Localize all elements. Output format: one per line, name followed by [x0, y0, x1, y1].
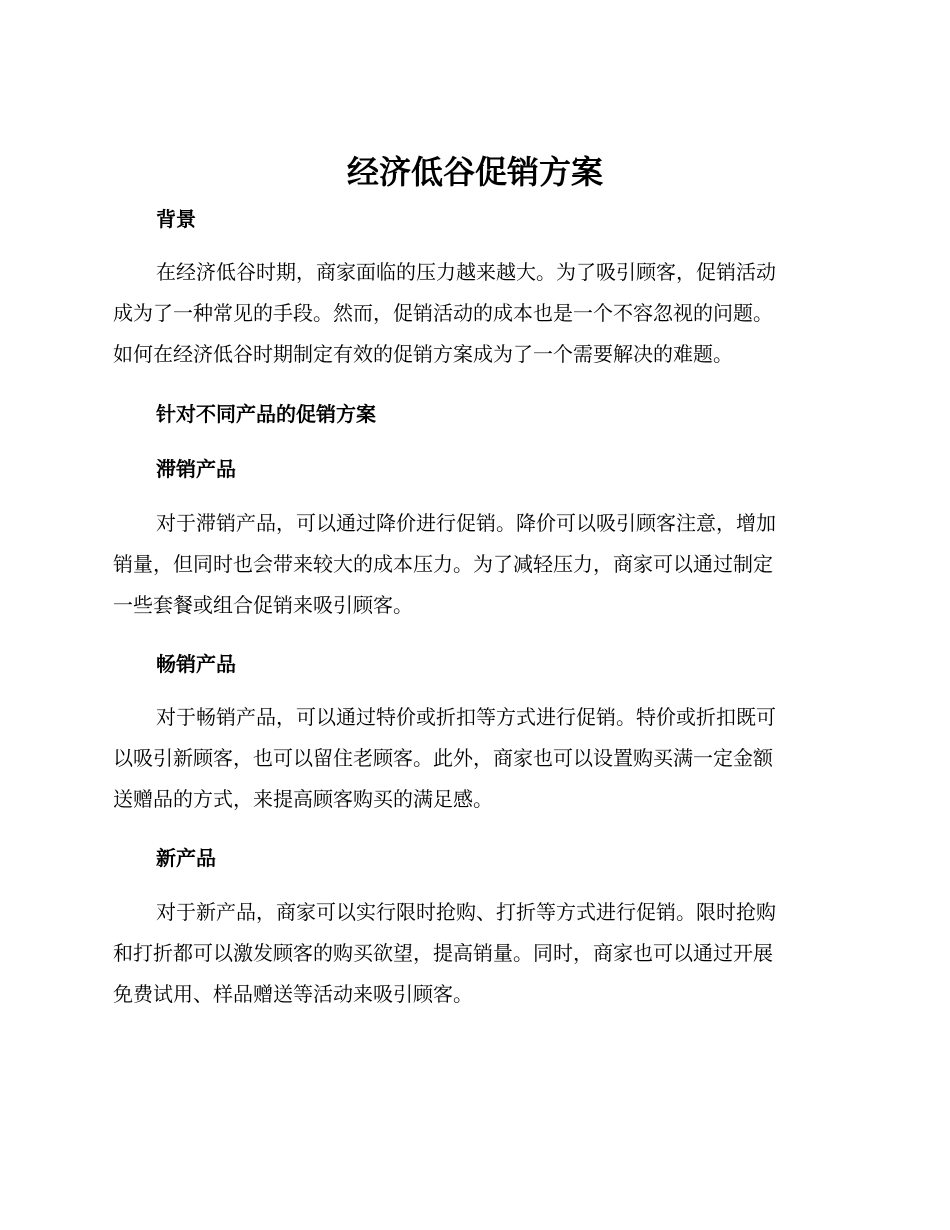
background-heading: 背景 — [156, 207, 196, 231]
new-product-heading: 新产品 — [156, 846, 216, 870]
paragraph-line: 和打折都可以激发顾客的购买欲望，提高销量。同时，商家也可以通过开展 — [113, 941, 773, 965]
paragraph-line: 以吸引新顾客，也可以留住老顾客。此外，商家也可以设置购买满一定金额 — [113, 746, 773, 770]
paragraph-line: 销量，但同时也会带来较大的成本压力。为了减轻压力，商家可以通过制定 — [113, 552, 773, 576]
paragraph-line: 一些套餐或组合促销来吸引顾客。 — [113, 593, 413, 617]
paragraph-line: 免费试用、样品赠送等活动来吸引顾客。 — [113, 982, 473, 1006]
new-product-paragraph — [113, 892, 829, 1015]
best-selling-paragraph — [113, 697, 829, 820]
paragraph-line: 送赠品的方式，来提高顾客购买的满足感。 — [113, 787, 493, 811]
paragraph-line: 对于新产品，商家可以实行限时抢购、打折等方式进行促销。限时抢购 — [156, 900, 776, 924]
background-paragraph — [113, 252, 829, 375]
paragraph-line: 在经济低谷时期，商家面临的压力越来越大。为了吸引顾客，促销活动 — [156, 260, 776, 284]
document-title: 经济低谷促销方案 — [346, 153, 603, 191]
paragraph-line: 对于畅销产品，可以通过特价或折扣等方式进行促销。特价或折扣既可 — [156, 705, 776, 729]
best-selling-heading: 畅销产品 — [156, 652, 236, 676]
paragraph-line: 成为了一种常见的手段。然而，促销活动的成本也是一个不容忽视的问题。 — [113, 301, 773, 325]
slow-selling-heading: 滞销产品 — [156, 457, 236, 481]
paragraph-line: 如何在经济低谷时期制定有效的促销方案成为了一个需要解决的难题。 — [113, 342, 733, 366]
paragraph-line: 对于滞销产品，可以通过降价进行促销。降价可以吸引顾客注意，增加 — [156, 511, 776, 535]
slow-selling-paragraph — [113, 503, 829, 626]
section-heading: 针对不同产品的促销方案 — [156, 402, 376, 426]
